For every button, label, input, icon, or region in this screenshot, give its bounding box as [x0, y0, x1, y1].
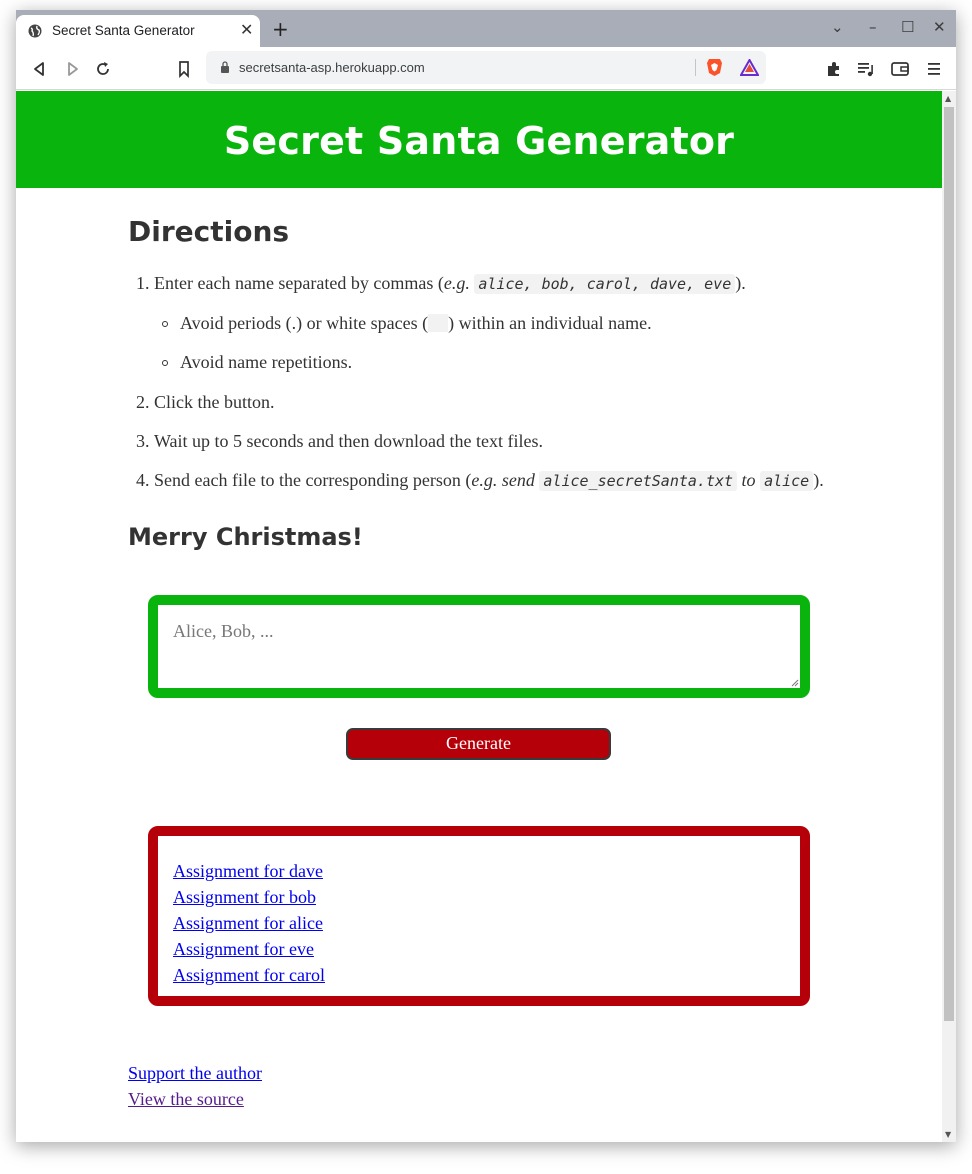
generate-button[interactable]: Generate [346, 728, 611, 760]
assignment-link[interactable]: Assignment for alice [173, 913, 323, 933]
whitespace-code-sample [428, 314, 448, 332]
eg-label: e.g. [443, 273, 470, 293]
tab-strip [16, 10, 956, 47]
assignment-link[interactable]: Assignment for eve [173, 939, 314, 959]
assignment-link[interactable]: Assignment for carol [173, 965, 325, 985]
step-text [154, 273, 746, 294]
vertical-scrollbar[interactable] [942, 91, 956, 1142]
page-title: Secret Santa Generator [223, 118, 735, 163]
assignments-box [148, 826, 810, 1006]
to-label: to [741, 470, 756, 490]
new-tab-icon[interactable]: + [272, 17, 289, 41]
scroll-up-arrow-icon[interactable]: ▲ [945, 94, 952, 103]
scroll-down-arrow-icon[interactable]: ▼ [945, 1130, 952, 1139]
bullet-1-text-end: ) within an individual name. [448, 313, 652, 333]
page-viewport [16, 91, 942, 1142]
reload-icon[interactable] [93, 59, 113, 79]
browser-toolbar [16, 47, 956, 90]
wallet-icon[interactable] [890, 59, 910, 79]
step-text: Wait up to 5 seconds and then download the text files. [154, 431, 543, 451]
step-text [154, 470, 824, 491]
tab-close-icon[interactable]: ✕ [240, 20, 254, 39]
scrollbar-thumb[interactable] [944, 107, 954, 1021]
merry-christmas-heading: Merry Christmas! [128, 523, 363, 551]
eg-label: e.g. send [471, 470, 535, 490]
browser-tab[interactable] [16, 15, 260, 47]
brave-shield-icon[interactable] [706, 58, 723, 77]
assignment-link[interactable]: Assignment for bob [173, 887, 316, 907]
globe-icon [28, 24, 42, 38]
filename-code: alice_secretSanta.txt [539, 471, 737, 491]
menu-icon[interactable] [924, 59, 944, 79]
close-window-icon[interactable]: ✕ [933, 18, 946, 36]
example-names-code: alice, bob, carol, dave, eve [474, 274, 735, 294]
step-1-close: ). [735, 273, 746, 293]
step-number: 1. [136, 273, 150, 293]
maximize-icon[interactable]: ☐ [901, 18, 915, 36]
extensions-icon[interactable] [824, 59, 844, 79]
directions-heading: Directions [128, 215, 290, 248]
address-bar[interactable] [206, 51, 766, 84]
bullet-text [180, 313, 652, 334]
page-banner [16, 91, 942, 188]
lock-icon[interactable] [220, 61, 230, 73]
bookmark-icon[interactable] [174, 59, 194, 79]
bullet-1-text: Avoid periods (.) or white spaces ( [180, 313, 429, 333]
step-number: 4. [136, 470, 150, 490]
bullet-dot [162, 321, 168, 327]
step-4-close: ). [813, 470, 824, 490]
forward-icon[interactable] [62, 59, 82, 79]
browser-window [16, 10, 956, 1142]
back-icon[interactable] [30, 59, 50, 79]
assignment-link[interactable]: Assignment for dave [173, 861, 323, 881]
bullet-text: Avoid name repetitions. [180, 352, 353, 372]
step-text: Click the button. [154, 392, 275, 412]
support-author-link[interactable]: Support the author [128, 1063, 262, 1083]
brave-rewards-icon[interactable] [740, 59, 759, 76]
url-separator [695, 59, 696, 76]
media-queue-icon[interactable] [856, 59, 876, 79]
recipient-code: alice [760, 471, 813, 491]
url-text: secretsanta-asp.herokuapp.com [239, 60, 425, 75]
minimize-icon[interactable]: – [869, 18, 877, 36]
view-source-link[interactable]: View the source [128, 1089, 244, 1109]
bullet-dot [162, 360, 168, 366]
step-4-text: Send each file to the corresponding person ( [154, 470, 472, 490]
tab-search-chevron-icon[interactable]: ⌄ [831, 18, 844, 36]
names-input[interactable] [158, 605, 800, 688]
names-input-frame [148, 595, 810, 698]
resize-grip-icon[interactable] [791, 679, 799, 687]
step-1-text: Enter each name separated by commas ( [154, 273, 444, 293]
step-number: 2. [136, 392, 150, 412]
tab-title: Secret Santa Generator [52, 23, 195, 38]
step-number: 3. [136, 431, 150, 451]
